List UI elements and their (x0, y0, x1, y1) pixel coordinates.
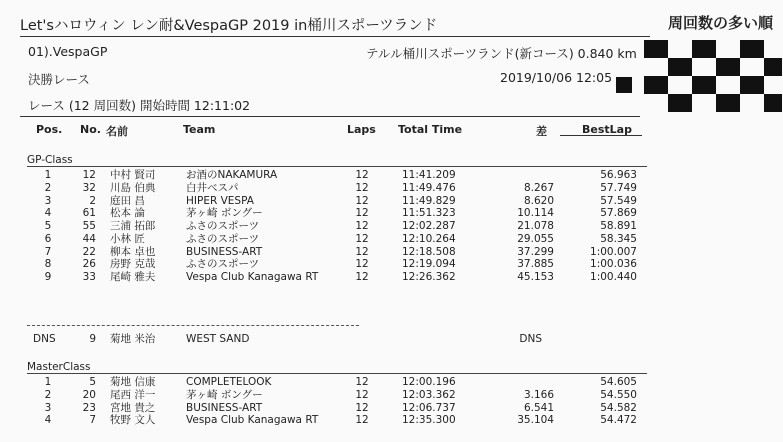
class-label-gp: GP-Class (27, 154, 73, 166)
cell-pos: 3 (44, 194, 52, 207)
cell-team: 茅ヶ崎 ボングー (186, 388, 263, 401)
cell-diff: 10.114 (517, 207, 554, 220)
cell-best: 54.550 (600, 388, 637, 401)
table-row (0, 271, 783, 283)
cell-name: 菊地 信康 (110, 376, 156, 388)
table-row (0, 258, 783, 270)
cell-time: 11:49.829 (402, 194, 456, 207)
cell-no: 23 (82, 401, 96, 414)
cell-best: 57.549 (600, 194, 637, 207)
cell-diff: 37.885 (517, 258, 554, 271)
cell-no: 33 (82, 271, 96, 283)
cell-no: 26 (82, 258, 96, 271)
cell-pos: 1 (44, 376, 52, 388)
cell-diff: DNS (519, 333, 542, 345)
cell-time: 12:00.196 (402, 376, 456, 388)
table-row (0, 182, 783, 194)
cell-name: 川島 伯典 (110, 181, 156, 194)
cell-team: BUSINESS-ART (186, 245, 263, 258)
table-row-dns (0, 333, 783, 345)
cell-laps: 12 (355, 220, 369, 232)
cell-diff: 29.055 (517, 232, 554, 245)
cell-no: 20 (82, 388, 96, 401)
cell-diff: 8.620 (523, 194, 554, 207)
cell-laps: 12 (355, 271, 369, 283)
sort-order-label: 周回数の多い順 (668, 14, 774, 32)
col-best-lap: BestLap (582, 123, 632, 136)
cell-laps: 12 (355, 388, 369, 401)
cell-name: 三浦 拓郎 (110, 220, 156, 232)
cell-name: 房野 克哉 (110, 258, 156, 271)
cell-name: 牧野 文人 (110, 414, 156, 427)
cell-laps: 12 (355, 376, 369, 388)
cell-best: 54.582 (600, 401, 637, 414)
cell-laps: 12 (355, 169, 369, 181)
cell-no: 44 (82, 232, 96, 245)
cell-team: WEST SAND (186, 333, 250, 345)
cell-diff: 8.267 (523, 181, 554, 194)
table-row (0, 389, 783, 401)
cell-best: 56.963 (600, 169, 637, 181)
cell-best: 58.891 (600, 220, 637, 232)
col-pos: Pos. (36, 123, 63, 136)
cell-laps: 12 (355, 401, 369, 414)
cell-no: 7 (89, 414, 96, 427)
cell-no: 9 (89, 333, 96, 345)
table-row (0, 169, 783, 181)
cell-name: 松本 論 (110, 207, 145, 220)
cell-best: 57.869 (600, 207, 637, 220)
cell-time: 12:18.508 (402, 245, 456, 258)
table-row (0, 233, 783, 245)
cell-name: 尾西 洋一 (110, 388, 156, 401)
cell-pos: 8 (44, 258, 52, 271)
cell-time: 12:19.094 (402, 258, 456, 271)
cell-best: 57.749 (600, 181, 637, 194)
cell-pos: 7 (44, 245, 52, 258)
col-total-time: Total Time (398, 123, 463, 136)
cell-best: 54.472 (600, 414, 637, 427)
marker-block (616, 77, 632, 93)
table-row (0, 376, 783, 388)
cell-name: 尾崎 雅夫 (110, 271, 156, 283)
cell-no: 61 (82, 207, 96, 220)
cell-team: ふさのスポーツ (186, 232, 260, 245)
table-row (0, 246, 783, 258)
cell-diff: 6.541 (523, 401, 554, 414)
cell-time: 12:06.737 (402, 401, 456, 414)
cell-time: 12:10.264 (402, 232, 456, 245)
cell-time: 11:49.476 (402, 181, 456, 194)
col-no: No. (80, 123, 101, 136)
cell-best: 1:00.007 (590, 245, 637, 258)
cell-time: 12:35.300 (402, 414, 456, 427)
col-name: 名前 (106, 125, 128, 138)
header-divider (20, 116, 640, 117)
cell-laps: 12 (355, 258, 369, 271)
cell-time: 11:51.323 (402, 207, 456, 220)
cell-name: 小林 匠 (110, 232, 145, 245)
class-divider-gp (27, 166, 647, 167)
cell-no: 22 (82, 245, 96, 258)
cell-laps: 12 (355, 194, 369, 207)
cell-team: ふさのスポーツ (186, 220, 260, 232)
class-label-master: MasterClass (27, 361, 91, 373)
cell-team: 茅ヶ崎 ボングー (186, 207, 263, 220)
cell-pos: 9 (44, 271, 52, 283)
cell-diff: 35.104 (517, 414, 554, 427)
cell-laps: 12 (355, 414, 369, 427)
best-lap-underline (560, 135, 642, 136)
cell-diff: 21.078 (517, 220, 554, 232)
race-datetime: 2019/10/06 12:05 (500, 70, 613, 85)
cell-laps: 12 (355, 181, 369, 194)
cell-team: HIPER VESPA (186, 194, 254, 207)
race-type: 決勝レース (28, 72, 90, 87)
cell-best: 1:00.440 (590, 271, 637, 283)
cell-name: 菊地 米治 (110, 333, 156, 345)
cell-team: 白井ベスパ (186, 181, 239, 194)
cell-team: Vespa Club Kanagawa RT (186, 271, 319, 283)
cell-best: 58.345 (600, 232, 637, 245)
cell-diff: 3.166 (523, 388, 554, 401)
table-row (0, 402, 783, 414)
cell-best: 54.605 (600, 376, 637, 388)
document-title: Let'sハロウィン レン耐&VespaGP 2019 in桶川スポーツランド (20, 14, 650, 37)
cell-laps: 12 (355, 245, 369, 258)
col-laps: Laps (347, 123, 376, 136)
cell-pos: 3 (44, 401, 52, 414)
table-row (0, 195, 783, 207)
cell-pos: 2 (44, 181, 52, 194)
cell-laps: 12 (355, 232, 369, 245)
col-team: Team (183, 123, 216, 136)
cell-pos: 1 (44, 169, 52, 181)
event-number: 01).VespaGP (28, 44, 108, 59)
cell-team: COMPLETELOOK (186, 376, 272, 388)
table-row (0, 414, 783, 426)
cell-name: 柳本 卓也 (110, 245, 156, 258)
class-divider-master (27, 373, 647, 374)
cell-team: BUSINESS-ART (186, 401, 263, 414)
dashed-divider (27, 325, 359, 326)
cell-diff: 37.299 (517, 245, 554, 258)
cell-team: ふさのスポーツ (186, 258, 260, 271)
cell-no: 12 (82, 169, 96, 181)
cell-laps: 12 (355, 207, 369, 220)
cell-no: 2 (89, 194, 96, 207)
cell-time: 11:41.209 (402, 169, 456, 181)
cell-pos: 4 (44, 207, 52, 220)
cell-no: 32 (82, 181, 96, 194)
cell-diff: 45.153 (517, 271, 554, 283)
cell-time: 12:26.362 (402, 271, 456, 283)
cell-time: 12:02.287 (402, 220, 456, 232)
race-info: レース (12 周回数) 開始時間 12:11:02 (28, 98, 251, 113)
course-info: テルル桶川スポーツランド(新コース) 0.840 km (366, 46, 637, 61)
cell-time: 12:03.362 (402, 388, 456, 401)
table-row (0, 207, 783, 219)
cell-name: 宮地 貴之 (110, 401, 156, 414)
cell-name: 中村 賢司 (110, 169, 156, 181)
cell-best: 1:00.036 (590, 258, 637, 271)
cell-team: Vespa Club Kanagawa RT (186, 414, 319, 427)
table-row (0, 220, 783, 232)
cell-pos: 6 (44, 232, 52, 245)
cell-pos: 2 (44, 388, 52, 401)
cell-pos: DNS (33, 333, 56, 345)
cell-no: 5 (89, 376, 96, 388)
cell-team: お酒のNAKAMURA (186, 169, 278, 181)
cell-pos: 4 (44, 414, 52, 427)
cell-no: 55 (82, 220, 96, 232)
col-diff: 差 (536, 125, 547, 138)
cell-name: 庭田 昌 (110, 194, 145, 207)
cell-pos: 5 (44, 220, 52, 232)
